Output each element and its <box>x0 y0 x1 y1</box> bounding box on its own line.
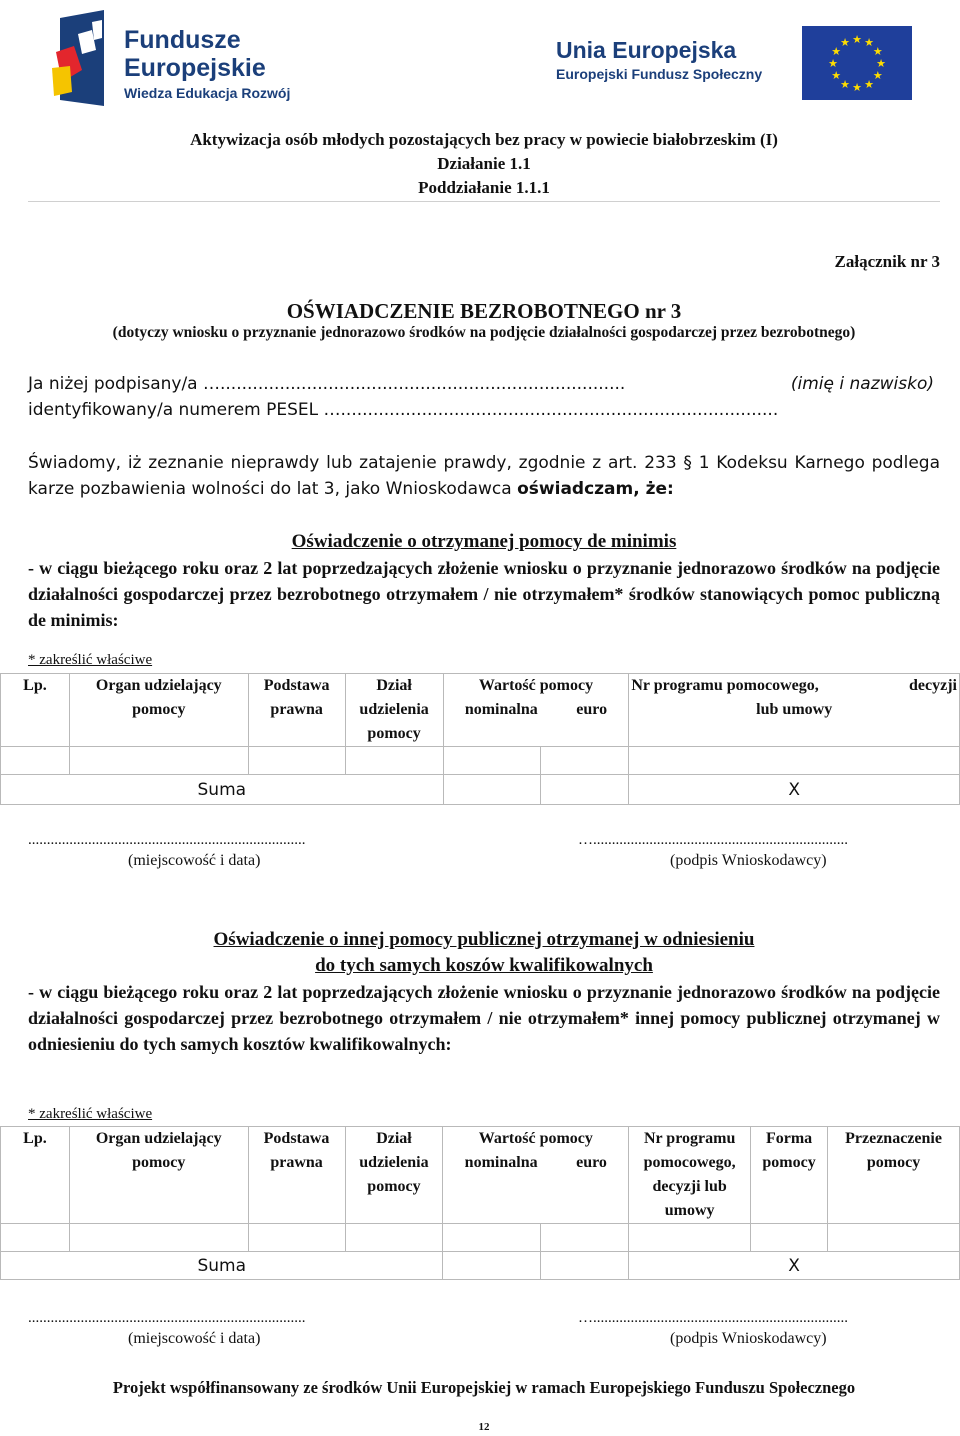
table-row[interactable] <box>1 747 960 775</box>
eu-star-icon: ★ <box>852 81 862 94</box>
statement-paragraph <box>28 450 940 502</box>
footer-text: Projekt współfinansowany ze środków Unii Europejskiej w ramach Europejskiego Funduszu Społecznego <box>112 1378 856 1397</box>
eu-star-icon: ★ <box>864 77 874 91</box>
attachment-label: Załącznik nr 3 <box>834 252 940 271</box>
fe-logo-mark-icon <box>52 10 112 106</box>
deminimis-table <box>0 673 960 805</box>
fe-logo-line1: Fundusze <box>124 26 241 54</box>
col-organ: Organ udzielający pomocy <box>69 674 248 747</box>
signature-label: (podpis Wnioskodawcy) <box>670 1330 827 1347</box>
eu-star-icon: ★ <box>876 57 886 70</box>
eu-star-icon: ★ <box>872 45 883 58</box>
eu-star-icon: ★ <box>831 69 842 82</box>
col-dzial: Dział udzielenia pomocy <box>345 1127 443 1224</box>
col-wartosc-label: Wartość pomocy <box>478 677 594 694</box>
place-date-dots[interactable]: .......................................................................... <box>28 832 306 848</box>
table-row[interactable] <box>1 1224 960 1252</box>
name-field-line[interactable] <box>28 372 940 396</box>
section1-body: - w ciągu bieżącego roku oraz 2 lat poprzedzających złożenie wniosku o przyznanie jednorazowo środków na podjęcie działalności gospodarczej przez bezrobotnego otrzymałem / nie otrzymałem* środków stanowiących pomoc publiczną de minimis: <box>28 558 940 630</box>
col-lp: Lp. <box>1 674 70 747</box>
col-podstawa: Podstawa prawna <box>248 674 345 747</box>
col-lp: Lp. <box>1 1127 70 1224</box>
sum-nominalna[interactable] <box>443 1252 541 1280</box>
col-wartosc <box>443 1127 629 1224</box>
signature-label: (podpis Wnioskodawcy) <box>670 852 827 869</box>
name-field-hint: (imię i nazwisko) <box>790 374 934 394</box>
pesel-field-line[interactable]: identyfikowany/a numerem PESEL …................................................................................. <box>28 400 779 420</box>
col-nr-programu: Nr programu pomocowego, decyzji lub umowy <box>629 1127 751 1224</box>
section2-note: * zakreślić właściwe <box>28 1106 153 1122</box>
project-title: Aktywizacja osób młodych pozostających bez pracy w powiecie białobrzeskim (I) <box>190 130 778 149</box>
table-header-row <box>1 1127 960 1224</box>
declaration-title: OŚWIADCZENIE BEZROBOTNEGO nr 3 <box>286 299 682 323</box>
place-date-label: (miejscowość i data) <box>128 1330 261 1347</box>
sum-euro[interactable] <box>541 775 629 805</box>
project-header <box>0 128 960 200</box>
action-title: Działanie 1.1 <box>437 154 531 173</box>
table-header-row <box>1 674 960 746</box>
col-nr-programu-label: Nr programu pomocowego, <box>631 677 819 694</box>
fe-logo-line2: Europejskie <box>124 54 266 82</box>
col-nr-programu <box>629 674 960 747</box>
section2-title-line2: do tych samych koszów kwalifikowalnych <box>315 955 653 976</box>
col-decyzji-label: decyzji <box>909 677 957 694</box>
eu-star-icon: ★ <box>828 57 838 70</box>
section1-note: * zakreślić właściwe <box>28 652 153 668</box>
eu-star-icon: ★ <box>840 77 850 91</box>
place-date-dots[interactable]: .......................................................................... <box>28 1310 306 1326</box>
ue-logo-line1: Unia Europejska <box>556 37 737 63</box>
eu-star-icon: ★ <box>872 69 883 82</box>
signature-dots[interactable]: ….................................................................... <box>578 832 848 848</box>
sum-x: X <box>629 775 960 805</box>
name-field-prefix: Ja niżej podpisany/a …........................................................................... <box>28 374 626 394</box>
sum-euro[interactable] <box>541 1252 629 1280</box>
sum-x: X <box>629 1252 960 1280</box>
eu-flag-icon <box>802 26 912 100</box>
col-organ: Organ udzielający pomocy <box>69 1127 248 1224</box>
col-przeznaczenie: Przeznaczenie pomocy <box>828 1127 960 1224</box>
section2-body: - w ciągu bieżącego roku oraz 2 lat poprzedzających złożenie wniosku o przyznanie jednorazowo środków na podjęcie działalności gospodarczej przez bezrobotnego otrzymałem / nie otrzymałem* innej pomocy publicznej otrzymanej w odniesieniu do tych samych kosztów kwalifikowalnych: <box>28 982 940 1054</box>
eu-star-icon: ★ <box>864 36 874 50</box>
sum-row <box>1 1252 960 1280</box>
sum-label: Suma <box>1 1252 443 1280</box>
col-nominalna: nominalna <box>464 701 538 718</box>
col-forma: Forma pomocy <box>751 1127 828 1224</box>
unia-europejska-logo <box>556 26 912 100</box>
col-lub-umowy-label: lub umowy <box>756 701 833 718</box>
eu-star-icon: ★ <box>852 33 862 46</box>
col-nominalna: nominalna <box>464 1154 538 1171</box>
eu-star-icon: ★ <box>840 36 850 50</box>
page-number: 12 <box>478 1421 490 1433</box>
fundusze-europejskie-logo <box>52 10 322 106</box>
col-podstawa: Podstawa prawna <box>248 1127 345 1224</box>
fe-logo-line3: Wiedza Edukacja Rozwój <box>124 85 291 101</box>
col-euro: euro <box>576 701 608 718</box>
statement-text: Świadomy, iż zeznanie nieprawdy lub zatajenie prawdy, zgodnie z art. 233 § 1 Kodeksu Karnego podlega karze pozbawienia wolności do lat 3, jako Wnioskodawca <box>28 453 940 499</box>
section2-title-line1: Oświadczenie o innej pomocy publicznej otrzymanej w odniesieniu <box>213 929 755 950</box>
header-divider <box>28 201 940 202</box>
other-aid-table <box>0 1126 960 1280</box>
eu-star-icon: ★ <box>831 45 842 58</box>
declaration-subtitle: (dotyczy wniosku o przyznanie jednorazowo środków na podjęcie działalności gospodarczej przez bezrobotnego) <box>112 324 856 341</box>
col-wartosc-label: Wartość pomocy <box>478 1130 593 1147</box>
sum-nominalna[interactable] <box>443 775 541 805</box>
sum-row <box>1 775 960 805</box>
signature-dots[interactable]: ….................................................................... <box>578 1310 848 1326</box>
col-euro: euro <box>576 1154 607 1171</box>
section1-title: Oświadczenie o otrzymanej pomocy de minimis <box>291 531 677 552</box>
page-header <box>0 0 960 120</box>
subaction-title: Poddziałanie 1.1.1 <box>418 178 550 197</box>
statement-bold: oświadczam, że: <box>517 479 674 499</box>
col-dzial: Dział udzielenia pomocy <box>345 674 443 747</box>
ue-logo-line2: Europejski Fundusz Społeczny <box>556 66 763 82</box>
col-wartosc <box>443 674 629 746</box>
sum-label: Suma <box>1 775 444 805</box>
place-date-label: (miejscowość i data) <box>128 852 261 869</box>
